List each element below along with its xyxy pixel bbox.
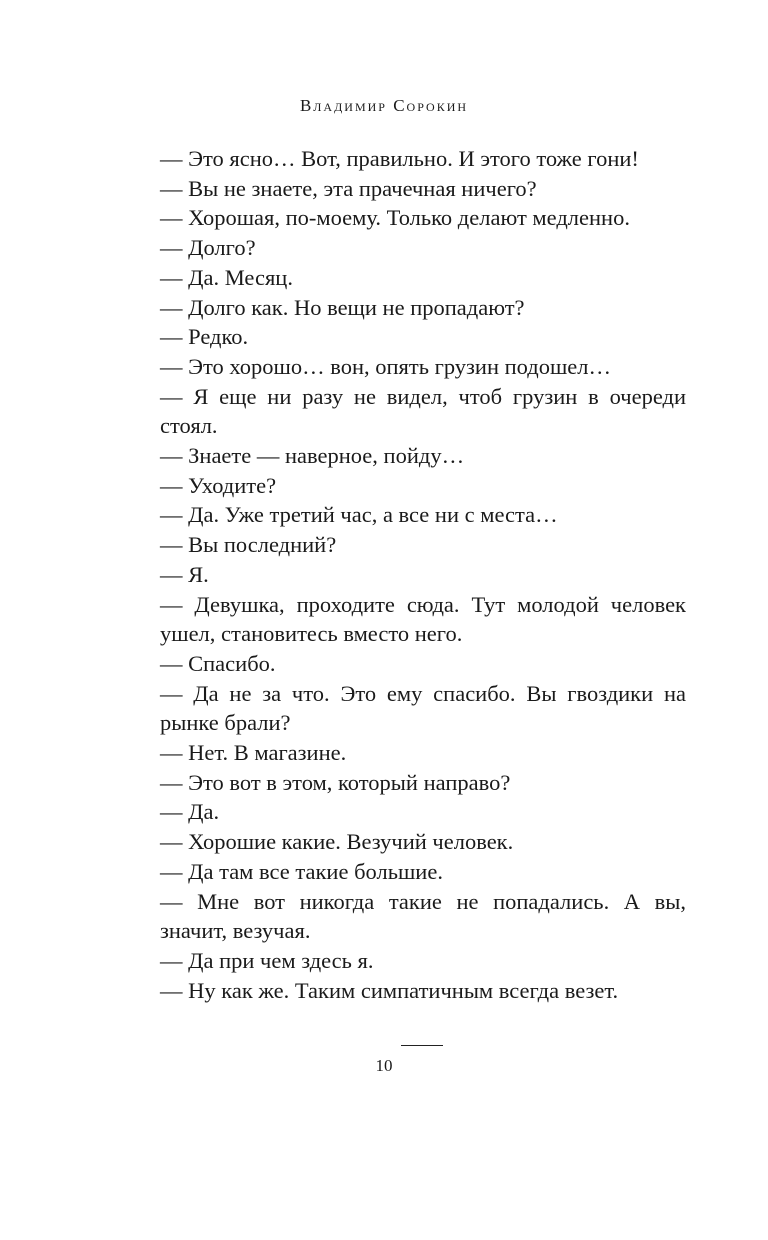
dialogue-line: — Да. Уже третий час, а все ни с места… xyxy=(160,502,558,528)
dialogue-line: — Хорошая, по-моему. Только делают медленно. xyxy=(160,205,630,231)
dialogue-line: — Да. xyxy=(160,799,220,825)
dialogue-line: — Долго? xyxy=(160,235,256,261)
dialogue-line: — Я еще ни разу не видел, чтоб грузин в очереди стоял. xyxy=(160,383,686,439)
dialogue-line: — Хорошие какие. Везучий человек. xyxy=(160,829,514,855)
dialogue-line: — Это ясно… Вот, правильно. И этого тоже гони! xyxy=(160,146,639,171)
dialogue-line: — Редко. xyxy=(160,324,249,350)
dialogue-line: — Уходите? xyxy=(160,472,277,498)
dialogue-line: — Я. xyxy=(160,561,209,587)
dialogue-text xyxy=(160,144,686,1005)
dialogue-line: — Спасибо. xyxy=(160,650,276,676)
dialogue-line: — Да не за что. Это ему спасибо. Вы гвоздики на рынке брали? xyxy=(160,680,686,736)
dialogue-line: — Нет. В магазине. xyxy=(160,740,347,766)
page-number: 10 xyxy=(375,1056,393,1075)
dialogue-line: — Вы последний? xyxy=(160,532,337,558)
dialogue-line: — Ну как же. Таким симпатичным всегда везет. xyxy=(160,977,619,1003)
dialogue-line: — Это хорошо… вон, опять грузин подошел… xyxy=(160,353,612,379)
footer-rule xyxy=(401,1045,443,1046)
dialogue-line: — Знаете — наверное, пойду… xyxy=(160,443,465,469)
dialogue-line: — Да. Месяц. xyxy=(160,264,293,290)
dialogue-line: — Это вот в этом, который направо? xyxy=(160,769,511,795)
dialogue-line: — Долго как. Но вещи не пропадают? xyxy=(160,294,525,320)
dialogue-line: — Девушка, проходите сюда. Тут молодой человек ушел, становитесь вместо него. xyxy=(160,591,686,647)
dialogue-line: — Да там все такие большие. xyxy=(160,858,443,884)
running-head-author: Владимир Сорокин xyxy=(299,96,469,115)
dialogue-line: — Мне вот никогда такие не попадались. А вы, значит, везучая. xyxy=(160,888,686,944)
dialogue-line: — Вы не знаете, эта прачечная ничего? xyxy=(160,175,537,201)
dialogue-line: — Да при чем здесь я. xyxy=(160,947,374,973)
